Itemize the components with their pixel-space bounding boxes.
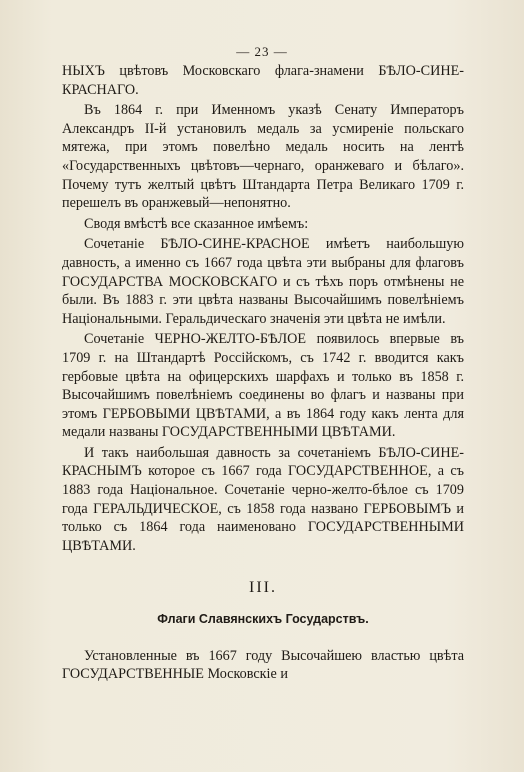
paragraph-black-yellow-white: Сочетаніе ЧЕРНО-ЖЕЛТО-БѢЛОЕ появилось впервые въ 1709 г. на Штандартѣ Россійскомъ, съ 1742 г. вводится какъ гербовые цвѣта на офицерскихъ шарфахъ и только въ 1858 г. Высочайшимъ повелѣніемъ соединены во флагъ и названы при этомъ ГЕРБОВЫМИ ЦВѢТАМИ, а въ 1864 году какъ лента для медали названы ГОСУДАРСТВЕННЫМИ ЦВѢТАМИ. — [62, 331, 464, 441]
section-title: Флаги Славянскихъ Государствъ. — [157, 612, 369, 627]
paragraph-conclusion: И такъ наибольшая давность за сочетаніемъ БѢЛО-СИНЕ-КРАСНЫМЪ которое съ 1667 года ГОСУДАРСТВЕННОЕ, а съ 1883 года Національное. Сочетаніе черно-желто-бѣлое съ 1709 года ГЕРАЛЬДИЧЕСКОЕ, съ 1858 года названо ГЕРБОВЫМЪ и только съ 1864 года наименовано ГОСУДАРСТВЕННЫМИ ЦВѢТАМИ. — [62, 444, 464, 554]
section-paragraph: Установленные въ 1667 году Высочайшею властью цвѣта ГОСУДАРСТВЕННЫЕ Московскіе и — [62, 647, 464, 683]
body-text — [62, 62, 464, 686]
section-number: III. — [249, 579, 277, 597]
paragraph-medal: Въ 1864 г. при Именномъ указѣ Сенату Императоръ Александръ II-й установилъ медаль за усмиреніе польскаго мятежа, при этомъ повелѣно медаль носить на лентѣ «Государственныхъ цвѣтовъ—чернаго, оранжеваго и бѣлаго». Почему тутъ желтый цвѣтъ Штандарта Петра Великаго 1709 г. перешелъ въ оранжевый—непонятно. — [62, 102, 464, 212]
paragraph-summary-intro: Сводя вмѣстѣ все сказанное имѣемъ: — [84, 215, 309, 232]
page-number: — 23 — — [236, 44, 288, 59]
paragraph-white-blue-red: Сочетаніе БѢЛО-СИНЕ-КРАСНОЕ имѣетъ наибольшую давность, а именно съ 1667 года цвѣта эти выбраны для флаговъ ГОСУДАРСТВА МОСКОВСКАГО и съ тѣхъ поръ отмѣнены не были. Въ 1883 г. эти цвѣта названы Высочайшимъ повелѣніемъ Національными. Геральдическаго значенія эти цвѣта не имѣли. — [62, 236, 464, 327]
paragraph-continuation: НЫХЪ цвѣтовъ Московскаго флага-знамени БѢЛО-СИНЕ-КРАСНАГО. — [62, 63, 464, 98]
